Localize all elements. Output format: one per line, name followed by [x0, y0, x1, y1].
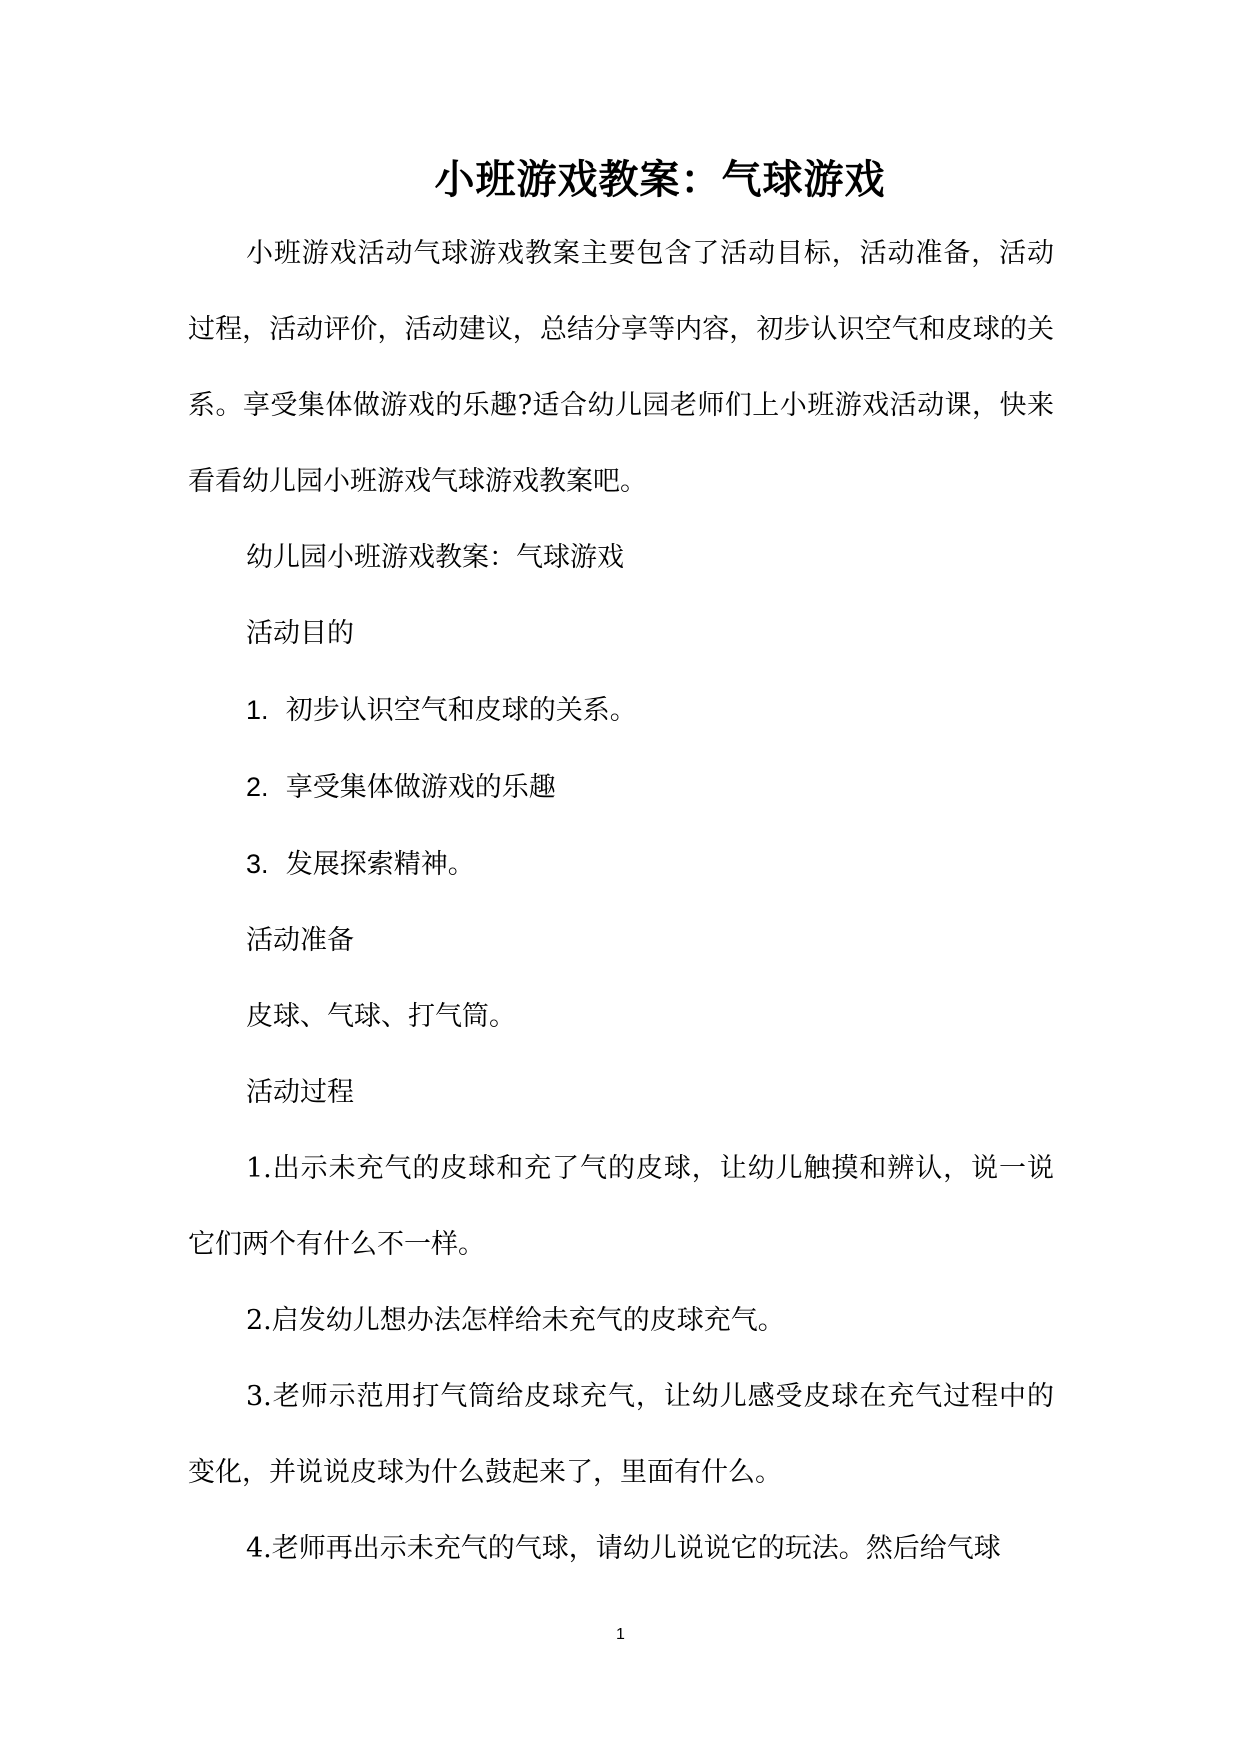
goal-item-2-text: 享受集体做游戏的乐趣 — [285, 772, 556, 803]
goal-item-1-text: 初步认识空气和皮球的关系。 — [285, 695, 637, 726]
document-body — [188, 216, 1054, 1587]
goal-item-3-text: 发展探索精神。 — [285, 849, 475, 880]
intro-paragraph: 小班游戏活动气球游戏教案主要包含了活动目标，活动准备，活动过程，活动评价，活动建议，总结分享等内容，初步认识空气和皮球的关系。享受集体做游戏的乐趣?适合幼儿园老师们上小班游戏活动课，快来看看幼儿园小班游戏气球游戏教案吧。 — [188, 238, 1054, 497]
goal-item-3 — [188, 826, 1054, 903]
process-heading: 活动过程 — [246, 1077, 354, 1108]
goal-item-3-number: 3. — [246, 849, 269, 879]
goal-item-1-number: 1. — [246, 695, 269, 725]
subtitle-paragraph: 幼儿园小班游戏教案：气球游戏 — [246, 542, 624, 573]
prep-items: 皮球、气球、打气筒。 — [246, 1001, 516, 1032]
process-step-1: 1.出示未充气的皮球和充了气的皮球，让幼儿触摸和辨认，说一说它们两个有什么不一样。 — [188, 1153, 1054, 1260]
document-title: 小班游戏教案：气球游戏 — [434, 157, 886, 203]
process-step-4: 4.老师再出示未充气的气球，请幼儿说说它的玩法。然后给气球 — [246, 1533, 1001, 1564]
prep-heading: 活动准备 — [246, 925, 354, 956]
goal-item-2-number: 2. — [246, 772, 269, 802]
goal-item-1 — [188, 672, 1054, 749]
goal-item-2 — [188, 749, 1054, 826]
process-step-3: 3.老师示范用打气筒给皮球充气，让幼儿感受皮球在充气过程中的变化，并说说皮球为什么鼓起来了，里面有什么。 — [188, 1381, 1054, 1488]
page-number: 1 — [616, 1626, 625, 1643]
process-step-2: 2.启发幼儿想办法怎样给未充气的皮球充气。 — [246, 1305, 785, 1336]
goal-heading: 活动目的 — [246, 618, 354, 649]
